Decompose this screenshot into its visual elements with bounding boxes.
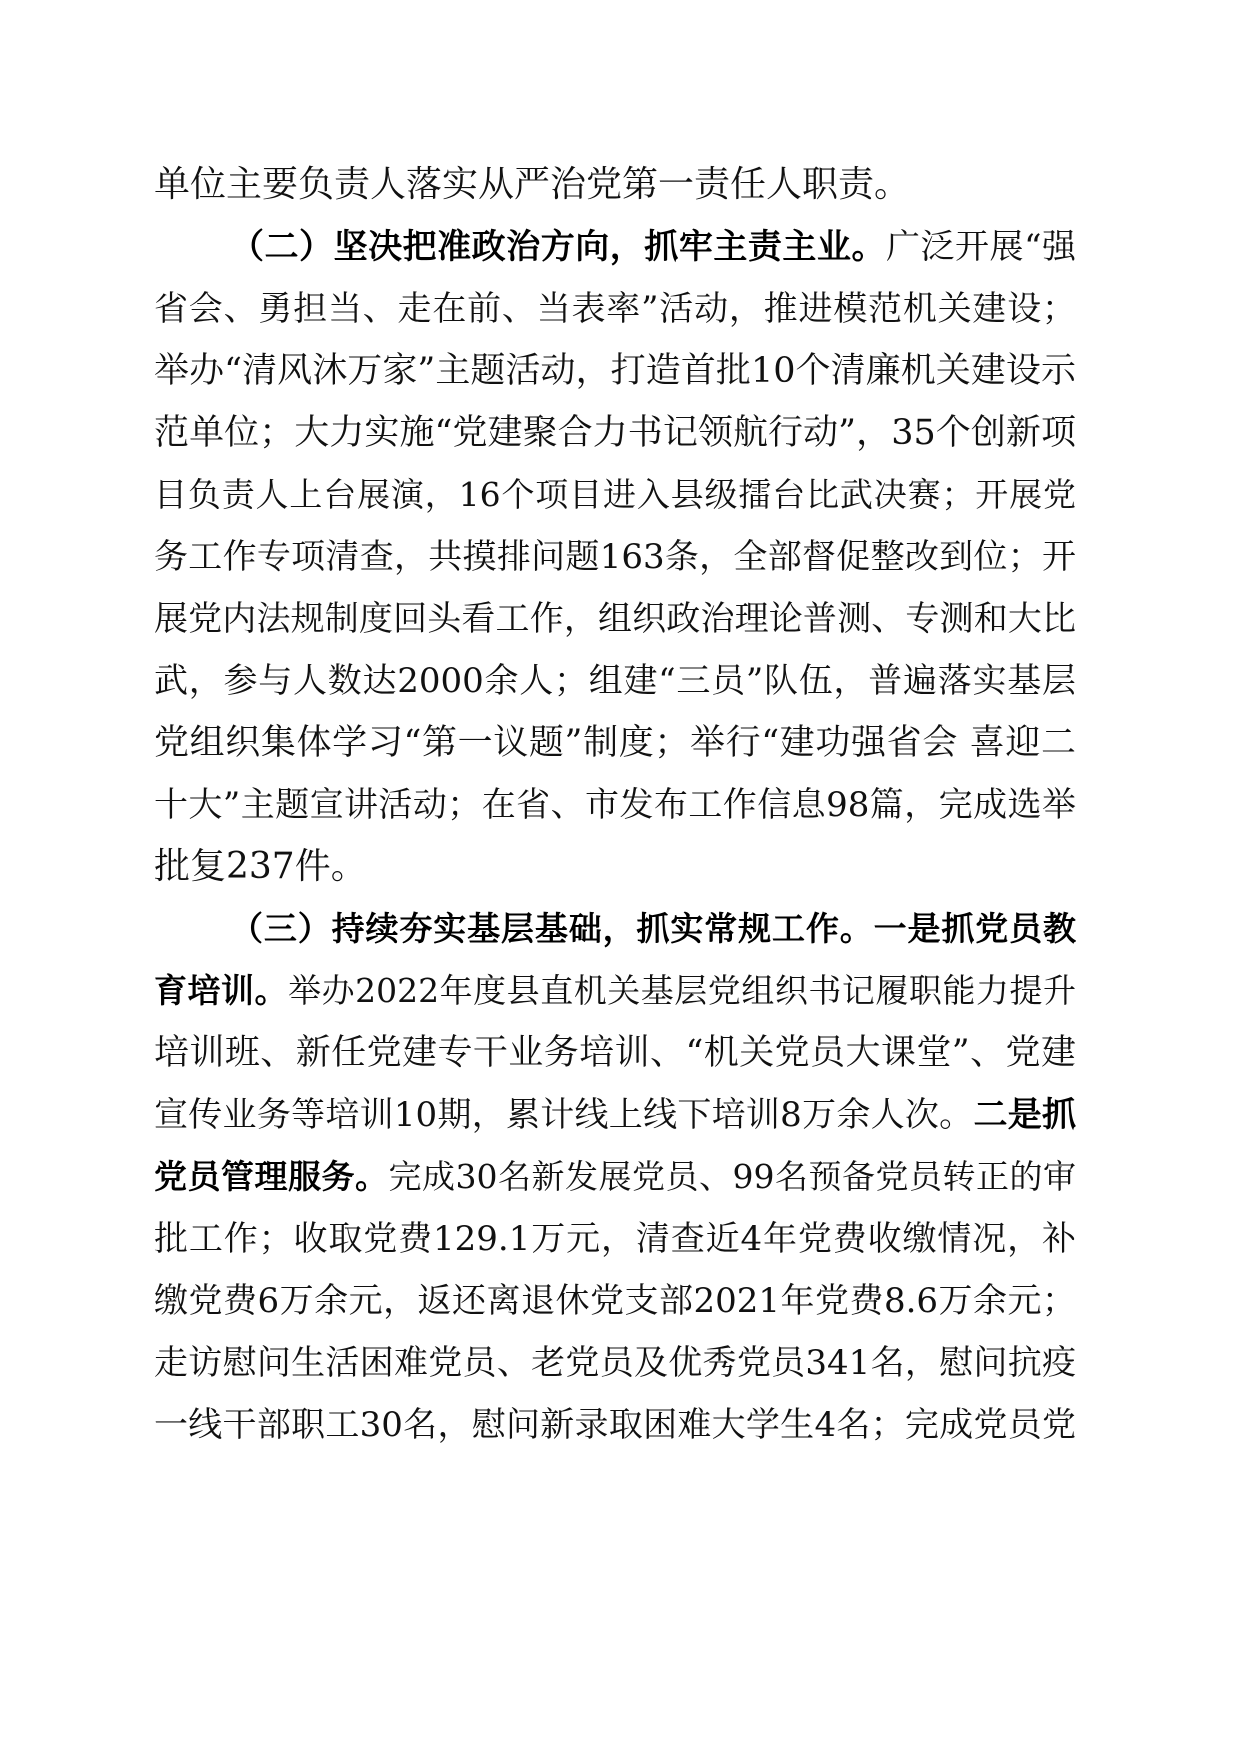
text-segment: 批复237件。 xyxy=(154,846,367,887)
text-segment: 完成30名新发展党员、99名预备党员转正的审 xyxy=(388,1157,1077,1196)
section-heading-line xyxy=(230,898,1076,960)
text-line xyxy=(154,1332,1076,1394)
text-line xyxy=(154,650,1076,712)
text-line xyxy=(154,774,1076,836)
text-line xyxy=(154,278,1076,340)
text-line xyxy=(154,836,1076,898)
text-segment: 举办“清风沐万家”主题活动，打造首批10个清廉机关建设示 xyxy=(154,351,1076,391)
sub-heading: 二是抓 xyxy=(973,1095,1076,1135)
text-segment: 党组织集体学习“第一议题”制度；举行“建功强省会 喜迎二 xyxy=(154,723,1076,763)
text-line xyxy=(154,1084,1076,1146)
text-segment: 展党内法规制度回头看工作，组织政治理论普测、专测和大比 xyxy=(154,599,1076,639)
text-line xyxy=(154,154,1076,216)
sub-heading: 育培训。 xyxy=(154,971,289,1010)
text-segment: 单位主要负责人落实从严治党第一责任人职责。 xyxy=(154,164,911,205)
text-segment: 批工作；收取党费129.1万元，清查近4年党费收缴情况，补 xyxy=(154,1219,1076,1259)
text-segment: 举办2022年度县直机关基层党组织书记履职能力提升 xyxy=(288,971,1077,1010)
text-segment: 目负责人上台展演，16个项目进入县级擂台比武决赛；开展党 xyxy=(154,475,1076,514)
text-segment: 缴党费6万余元，返还离退休党支部2021年党费8.6万余元； xyxy=(154,1281,1076,1321)
text-line xyxy=(154,402,1076,464)
text-segment: 武，参与人数达2000余人；组建“三员”队伍，普遍落实基层 xyxy=(154,661,1076,701)
text-segment: 走访慰问生活困难党员、老党员及优秀党员341名，慰问抗疫 xyxy=(154,1343,1076,1383)
sub-heading: 党员管理服务。 xyxy=(154,1157,389,1196)
text-line xyxy=(154,1394,1076,1456)
text-segment: 宣传业务等培训10期，累计线上线下培训8万余人次。 xyxy=(154,1095,974,1135)
text-line xyxy=(154,712,1076,774)
text-segment: 培训班、新任党建专干业务培训、“机关党员大课堂”、党建 xyxy=(154,1033,1076,1073)
text-segment: 广泛开展“强 xyxy=(885,227,1076,267)
section-heading-line xyxy=(230,216,1076,278)
text-line xyxy=(154,1208,1076,1270)
text-segment: 范单位；大力实施“党建聚合力书记领航行动”，35个创新项 xyxy=(154,413,1076,453)
text-segment: 省会、勇担当、走在前、当表率”活动，推进模范机关建设； xyxy=(154,289,1076,329)
text-segment: 十大”主题宣讲活动；在省、市发布工作信息98篇，完成选举 xyxy=(154,785,1076,825)
text-line xyxy=(154,1146,1076,1208)
text-line xyxy=(154,464,1076,526)
text-line xyxy=(154,960,1076,1022)
section-heading: （二）坚决把准政治方向，抓牢主责主业。 xyxy=(230,227,886,267)
text-segment: 务工作专项清查，共摸排问题163条，全部督促整改到位；开 xyxy=(154,537,1076,577)
text-line xyxy=(154,340,1076,402)
section-heading: （三）持续夯实基层基础，抓实常规工作。一是抓党员教 xyxy=(230,909,1076,948)
text-line xyxy=(154,526,1076,588)
text-segment: 一线干部职工30名，慰问新录取困难大学生4名；完成党员党 xyxy=(154,1405,1076,1445)
text-line xyxy=(154,1022,1076,1084)
text-line xyxy=(154,1270,1076,1332)
text-line xyxy=(154,588,1076,650)
